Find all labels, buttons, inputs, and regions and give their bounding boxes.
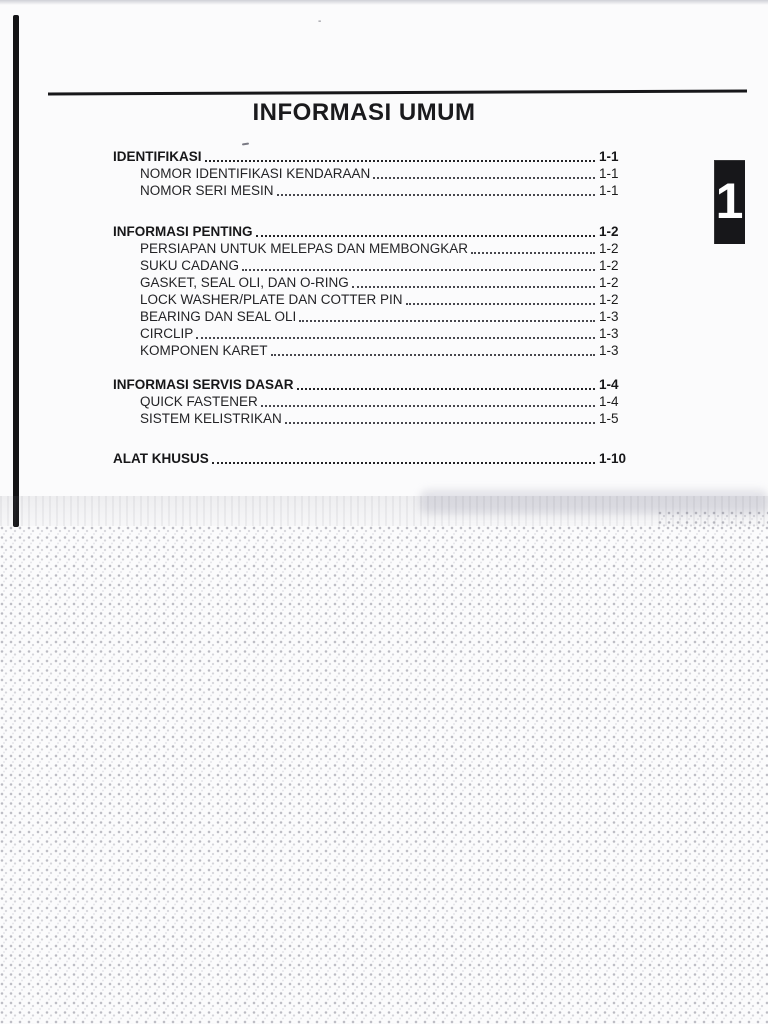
toc-entry <box>113 274 643 291</box>
toc-entry-label: NOMOR IDENTIFIKASI KENDARAAN <box>140 166 371 181</box>
toc-entry-page: 1-1 <box>599 166 619 181</box>
toc-entry <box>113 308 643 325</box>
toc-entry-page: 1-2 <box>599 258 619 273</box>
dot-leader <box>196 337 595 339</box>
toc-entry-label: INFORMASI PENTING <box>113 224 253 239</box>
toc-entry-page: 1-4 <box>599 394 619 409</box>
dot-leader <box>471 252 595 254</box>
toc-entry-label: QUICK FASTENER <box>140 394 258 409</box>
toc-entry-page: 1-2 <box>599 241 619 256</box>
toc-entry-label: BEARING DAN SEAL OLI <box>140 309 297 324</box>
dot-leader <box>373 177 595 179</box>
dot-leader <box>212 462 595 464</box>
dot-leader <box>285 422 595 424</box>
toc-entry-label: KOMPONEN KARET <box>140 343 268 358</box>
toc-entry <box>113 257 643 274</box>
page-title: INFORMASI UMUM <box>252 99 476 126</box>
toc-entry <box>113 410 643 427</box>
toc-section-alat-khusus <box>113 450 643 467</box>
scan-top-edge-artifact <box>0 0 768 5</box>
toc-entry-page: 1-4 <box>599 377 619 392</box>
dot-leader <box>256 235 595 237</box>
toc-entry-label: ALAT KHUSUS <box>113 451 209 466</box>
toc-entry-label: GASKET, SEAL OLI, DAN O-RING <box>140 275 349 290</box>
toc-entry-label: NOMOR SERI MESIN <box>140 183 274 198</box>
toc-entry-page: 1-3 <box>599 309 619 324</box>
dot-leader <box>297 388 595 390</box>
toc-entry-page: 1-3 <box>599 343 619 358</box>
toc-entry-page: 1-1 <box>599 149 619 164</box>
toc-entry <box>113 342 643 359</box>
toc-entry <box>113 291 643 308</box>
scan-left-margin-bar <box>13 15 19 527</box>
toc-entry-page: 1-3 <box>599 326 619 341</box>
toc-entry-page: 1-1 <box>599 183 619 198</box>
toc-entry-page: 1-2 <box>599 275 619 290</box>
toc-entry-label: IDENTIFIKASI <box>113 149 202 164</box>
scan-halftone-texture <box>0 526 768 1024</box>
toc-entry-page: 1-5 <box>599 411 619 426</box>
dot-leader <box>205 160 595 162</box>
toc-entry-label: SISTEM KELISTRIKAN <box>140 411 282 426</box>
dot-leader <box>352 286 595 288</box>
title-rule <box>48 89 747 95</box>
dot-leader <box>261 405 595 407</box>
scan-speck-artifact <box>242 143 249 146</box>
toc-entry-label: INFORMASI SERVIS DASAR <box>113 377 294 392</box>
dot-leader <box>277 194 595 196</box>
toc-entry <box>113 240 643 257</box>
toc-entry-label: CIRCLIP <box>140 326 194 341</box>
dot-leader <box>271 354 595 356</box>
toc-entry <box>113 393 643 410</box>
dot-leader <box>299 320 595 322</box>
scan-dash-artifact: - <box>318 16 321 27</box>
toc-entry-page: 1-10 <box>599 451 627 466</box>
toc-entry <box>113 182 643 199</box>
toc-entry-label: LOCK WASHER/PLATE DAN COTTER PIN <box>140 292 403 307</box>
toc-section-identifikasi <box>113 148 643 165</box>
toc-entry <box>113 165 643 182</box>
chapter-tab <box>714 160 745 244</box>
toc-entry-label: PERSIAPAN UNTUK MELEPAS DAN MEMBONGKAR <box>140 241 469 256</box>
toc-entry-label: SUKU CADANG <box>140 258 240 273</box>
toc-section-informasi-penting <box>113 223 643 240</box>
dot-leader <box>406 303 595 305</box>
dot-leader <box>242 269 595 271</box>
scan-streak-band <box>0 496 768 526</box>
scan-halftone-texture <box>658 511 768 527</box>
toc-entry-page: 1-2 <box>599 292 619 307</box>
toc-section-informasi-servis-dasar <box>113 376 643 393</box>
chapter-number: 1 <box>715 173 744 229</box>
table-of-contents <box>113 148 643 467</box>
toc-entry <box>113 325 643 342</box>
toc-entry-page: 1-2 <box>599 224 619 239</box>
